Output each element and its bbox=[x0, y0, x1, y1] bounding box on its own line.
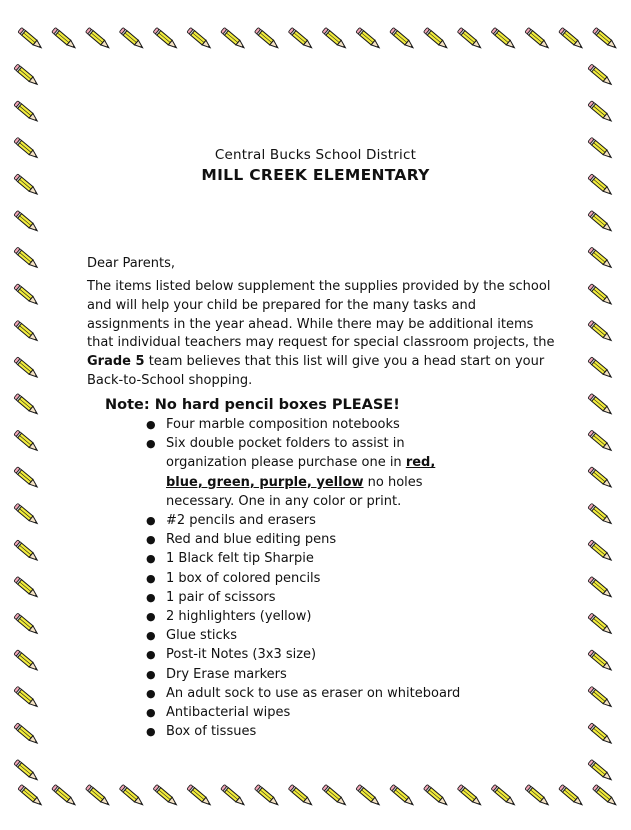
bullet-icon: ● bbox=[146, 533, 156, 547]
bullet-icon: ● bbox=[146, 418, 156, 431]
supply-text: 2 highlighters (yellow) bbox=[166, 609, 312, 625]
district-name: Central Bucks School District bbox=[214, 147, 417, 163]
supply-text: 1 box of colored pencils bbox=[166, 570, 321, 586]
bullet-icon: ● bbox=[146, 552, 156, 566]
list-item bbox=[146, 722, 476, 741]
supply-text: An adult sock to use as eraser on whiteboard bbox=[166, 685, 461, 701]
supply-text: 1 pair of scissors bbox=[166, 589, 276, 605]
list-item bbox=[146, 415, 476, 434]
list-item bbox=[146, 607, 476, 626]
bullet-icon: ● bbox=[146, 648, 156, 662]
supply-text: Post-it Notes (3x3 size) bbox=[166, 647, 317, 663]
supply-text: no holes necessary. One in any color or print. bbox=[166, 474, 423, 509]
list-item bbox=[146, 549, 476, 568]
list-item bbox=[146, 588, 476, 607]
supply-text: Four marble composition notebooks bbox=[166, 417, 400, 432]
intro-paragraph bbox=[87, 278, 557, 391]
grade-label: Grade 5 bbox=[87, 354, 145, 370]
bullet-icon: ● bbox=[146, 590, 156, 604]
school-name: MILL CREEK ELEMENTARY bbox=[201, 166, 430, 184]
supply-text: Glue sticks bbox=[166, 628, 237, 644]
supply-text: Six double pocket folders to assist in organization please purchase one in bbox=[166, 436, 406, 471]
bullet-icon: ● bbox=[146, 629, 156, 643]
supply-text: 1 Black felt tip Sharpie bbox=[166, 551, 314, 567]
list-item bbox=[146, 626, 476, 645]
note-heading: Note: No hard pencil boxes PLEASE! bbox=[105, 397, 400, 413]
list-item bbox=[146, 645, 476, 664]
supply-text: Red and blue editing pens bbox=[166, 532, 337, 548]
intro-text-end: team believes that this list will give you a head start on your Back-to-School shopping. bbox=[87, 354, 545, 388]
supply-text: #2 pencils and erasers bbox=[166, 513, 316, 529]
supply-text: Dry Erase markers bbox=[166, 666, 287, 682]
bullet-icon: ● bbox=[146, 725, 156, 739]
folder-colors: red, blue, green, purple, yellow bbox=[166, 455, 436, 490]
bullet-icon: ● bbox=[146, 514, 156, 528]
bullet-icon: ● bbox=[146, 437, 156, 451]
intro-text-start: The items listed below supplement the supplies provided by the school and will help your child be prepared for the many tasks and assignments in the year ahead. While there may be additional items that individual teachers may request for special classroom projects, the bbox=[87, 279, 555, 351]
list-item bbox=[146, 530, 476, 549]
list-item bbox=[146, 684, 476, 703]
bullet-icon: ● bbox=[146, 667, 156, 681]
list-item bbox=[146, 511, 476, 530]
bullet-icon: ● bbox=[146, 686, 156, 700]
bullet-icon: ● bbox=[146, 610, 156, 624]
supply-text: Box of tissues bbox=[166, 724, 257, 740]
list-item bbox=[146, 665, 476, 684]
greeting: Dear Parents, bbox=[87, 256, 175, 271]
bullet-icon: ● bbox=[146, 706, 156, 720]
supply-list bbox=[146, 415, 476, 741]
list-item bbox=[146, 434, 476, 511]
list-item bbox=[146, 703, 476, 722]
list-item bbox=[146, 569, 476, 588]
bullet-icon: ● bbox=[146, 571, 156, 585]
supply-text: Antibacterial wipes bbox=[166, 705, 291, 721]
